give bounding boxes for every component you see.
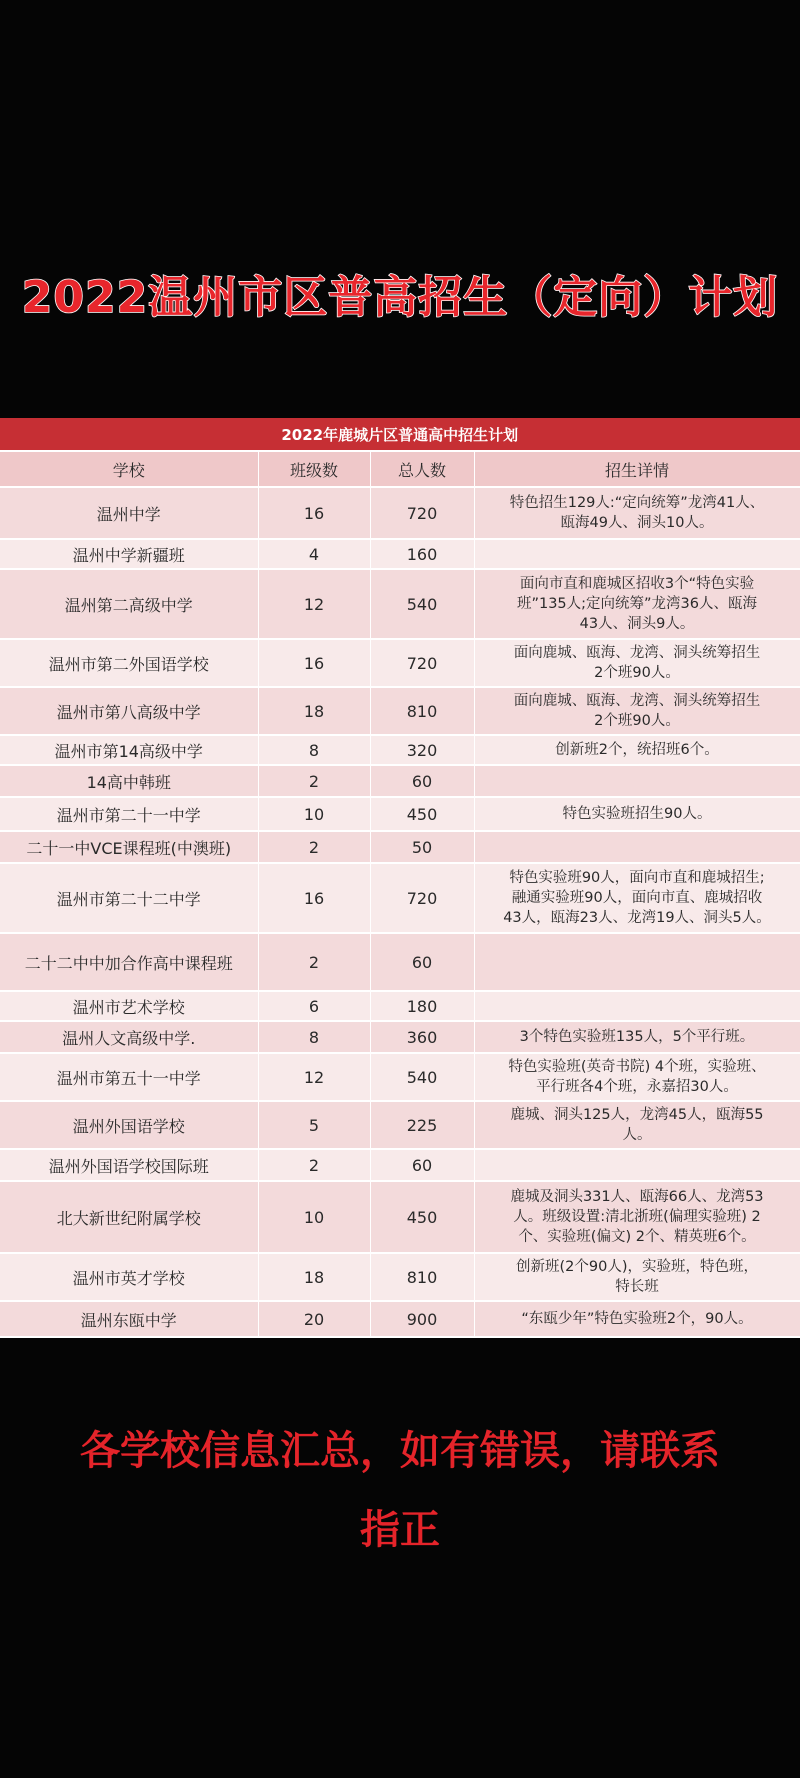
total-cell: 60 xyxy=(370,933,474,991)
detail-cell: 鹿城、洞头125人，龙湾45人，瓯海55 人。 xyxy=(474,1101,800,1149)
table-row xyxy=(0,1021,800,1053)
school-cell: 温州人文高级中学. xyxy=(0,1021,258,1053)
detail-cell xyxy=(474,831,800,863)
total-cell: 720 xyxy=(370,639,474,687)
classes-cell: 18 xyxy=(258,1253,370,1301)
page-title: 2022温州市区普高招生（定向）计划 xyxy=(21,272,779,323)
table-row xyxy=(0,933,800,991)
table-row xyxy=(0,569,800,639)
table-row xyxy=(0,1181,800,1253)
detail-cell xyxy=(474,991,800,1021)
classes-cell: 8 xyxy=(258,735,370,765)
classes-cell: 10 xyxy=(258,797,370,831)
school-cell: 二十二中中加合作高中课程班 xyxy=(0,933,258,991)
table-row xyxy=(0,863,800,933)
detail-cell: 特色招生129人:“定向统筹”龙湾41人、 瓯海49人、洞头10人。 xyxy=(474,487,800,539)
school-cell: 温州第二高级中学 xyxy=(0,569,258,639)
classes-cell: 18 xyxy=(258,687,370,735)
total-cell: 60 xyxy=(370,765,474,797)
total-cell: 810 xyxy=(370,1253,474,1301)
school-cell: 温州市第二十二中学 xyxy=(0,863,258,933)
table-row xyxy=(0,991,800,1021)
detail-cell: 面向市直和鹿城区招收3个“特色实验 班”135人;定向统筹”龙湾36人、瓯海 43人、洞头9人。 xyxy=(474,569,800,639)
enrollment-table xyxy=(0,418,800,1338)
total-cell: 50 xyxy=(370,831,474,863)
classes-cell: 2 xyxy=(258,1149,370,1181)
total-cell: 160 xyxy=(370,539,474,569)
detail-cell: 面向鹿城、瓯海、龙湾、洞头统筹招生 2个班90人。 xyxy=(474,687,800,735)
total-cell: 450 xyxy=(370,1181,474,1253)
school-cell: 温州市第二十一中学 xyxy=(0,797,258,831)
table-row xyxy=(0,1253,800,1301)
classes-cell: 16 xyxy=(258,487,370,539)
classes-cell: 16 xyxy=(258,639,370,687)
table-row xyxy=(0,487,800,539)
table-row xyxy=(0,831,800,863)
school-cell: 温州市第14高级中学 xyxy=(0,735,258,765)
detail-cell: 特色实验班(英奇书院) 4个班，实验班、 平行班各4个班，永嘉招30人。 xyxy=(474,1053,800,1101)
total-cell: 320 xyxy=(370,735,474,765)
table-caption-row xyxy=(0,418,800,451)
school-cell: 温州外国语学校国际班 xyxy=(0,1149,258,1181)
total-cell: 540 xyxy=(370,569,474,639)
table-row xyxy=(0,1053,800,1101)
table-row xyxy=(0,1149,800,1181)
detail-cell xyxy=(474,539,800,569)
detail-cell: 3个特色实验班135人，5个平行班。 xyxy=(474,1021,800,1053)
table-row xyxy=(0,797,800,831)
detail-cell: “东瓯少年”特色实验班2个，90人。 xyxy=(474,1301,800,1337)
total-cell: 540 xyxy=(370,1053,474,1101)
school-cell: 北大新世纪附属学校 xyxy=(0,1181,258,1253)
table-row xyxy=(0,1101,800,1149)
detail-cell: 鹿城及洞头331人、瓯海66人、龙湾53 人。班级设置:清北浙班(偏理实验班) 2 个、实验班(偏文) 2个、精英班6个。 xyxy=(474,1181,800,1253)
classes-cell: 2 xyxy=(258,765,370,797)
school-cell: 温州外国语学校 xyxy=(0,1101,258,1149)
school-cell: 二十一中VCE课程班(中澳班) xyxy=(0,831,258,863)
table-row xyxy=(0,735,800,765)
classes-cell: 12 xyxy=(258,569,370,639)
detail-cell xyxy=(474,1149,800,1181)
classes-cell: 2 xyxy=(258,831,370,863)
classes-cell: 5 xyxy=(258,1101,370,1149)
total-cell: 60 xyxy=(370,1149,474,1181)
total-cell: 450 xyxy=(370,797,474,831)
table-caption: 2022年鹿城片区普通高中招生计划 xyxy=(0,418,800,451)
classes-cell: 20 xyxy=(258,1301,370,1337)
footer-note-line2: 指正 xyxy=(360,1507,440,1553)
detail-cell: 创新班(2个90人)，实验班，特色班， 特长班 xyxy=(474,1253,800,1301)
detail-cell: 面向鹿城、瓯海、龙湾、洞头统筹招生 2个班90人。 xyxy=(474,639,800,687)
school-cell: 14高中韩班 xyxy=(0,765,258,797)
classes-cell: 10 xyxy=(258,1181,370,1253)
table-row xyxy=(0,1301,800,1337)
classes-cell: 12 xyxy=(258,1053,370,1101)
total-cell: 225 xyxy=(370,1101,474,1149)
school-cell: 温州市艺术学校 xyxy=(0,991,258,1021)
detail-cell: 创新班2个，统招班6个。 xyxy=(474,735,800,765)
detail-cell: 特色实验班90人，面向市直和鹿城招生; 融通实验班90人，面向市直、鹿城招收 43人，瓯海23人、龙湾19人、洞头5人。 xyxy=(474,863,800,933)
table-header-row xyxy=(0,451,800,487)
header-detail: 招生详情 xyxy=(474,451,800,487)
detail-cell xyxy=(474,933,800,991)
school-cell: 温州市第八高级中学 xyxy=(0,687,258,735)
school-cell: 温州市第五十一中学 xyxy=(0,1053,258,1101)
table-row xyxy=(0,687,800,735)
classes-cell: 8 xyxy=(258,1021,370,1053)
school-cell: 温州市英才学校 xyxy=(0,1253,258,1301)
school-cell: 温州东瓯中学 xyxy=(0,1301,258,1337)
school-cell: 温州中学新疆班 xyxy=(0,539,258,569)
total-cell: 810 xyxy=(370,687,474,735)
classes-cell: 2 xyxy=(258,933,370,991)
school-cell: 温州中学 xyxy=(0,487,258,539)
enrollment-table-container xyxy=(0,418,800,1338)
table-row xyxy=(0,765,800,797)
total-cell: 360 xyxy=(370,1021,474,1053)
classes-cell: 4 xyxy=(258,539,370,569)
detail-cell xyxy=(474,765,800,797)
classes-cell: 6 xyxy=(258,991,370,1021)
school-cell: 温州市第二外国语学校 xyxy=(0,639,258,687)
total-cell: 720 xyxy=(370,863,474,933)
header-classes: 班级数 xyxy=(258,451,370,487)
total-cell: 720 xyxy=(370,487,474,539)
table-row xyxy=(0,639,800,687)
footer-note-line1: 各学校信息汇总，如有错误，请联系 xyxy=(80,1428,720,1474)
classes-cell: 16 xyxy=(258,863,370,933)
header-school: 学校 xyxy=(0,451,258,487)
header-total: 总人数 xyxy=(370,451,474,487)
total-cell: 180 xyxy=(370,991,474,1021)
total-cell: 900 xyxy=(370,1301,474,1337)
table-row xyxy=(0,539,800,569)
detail-cell: 特色实验班招生90人。 xyxy=(474,797,800,831)
